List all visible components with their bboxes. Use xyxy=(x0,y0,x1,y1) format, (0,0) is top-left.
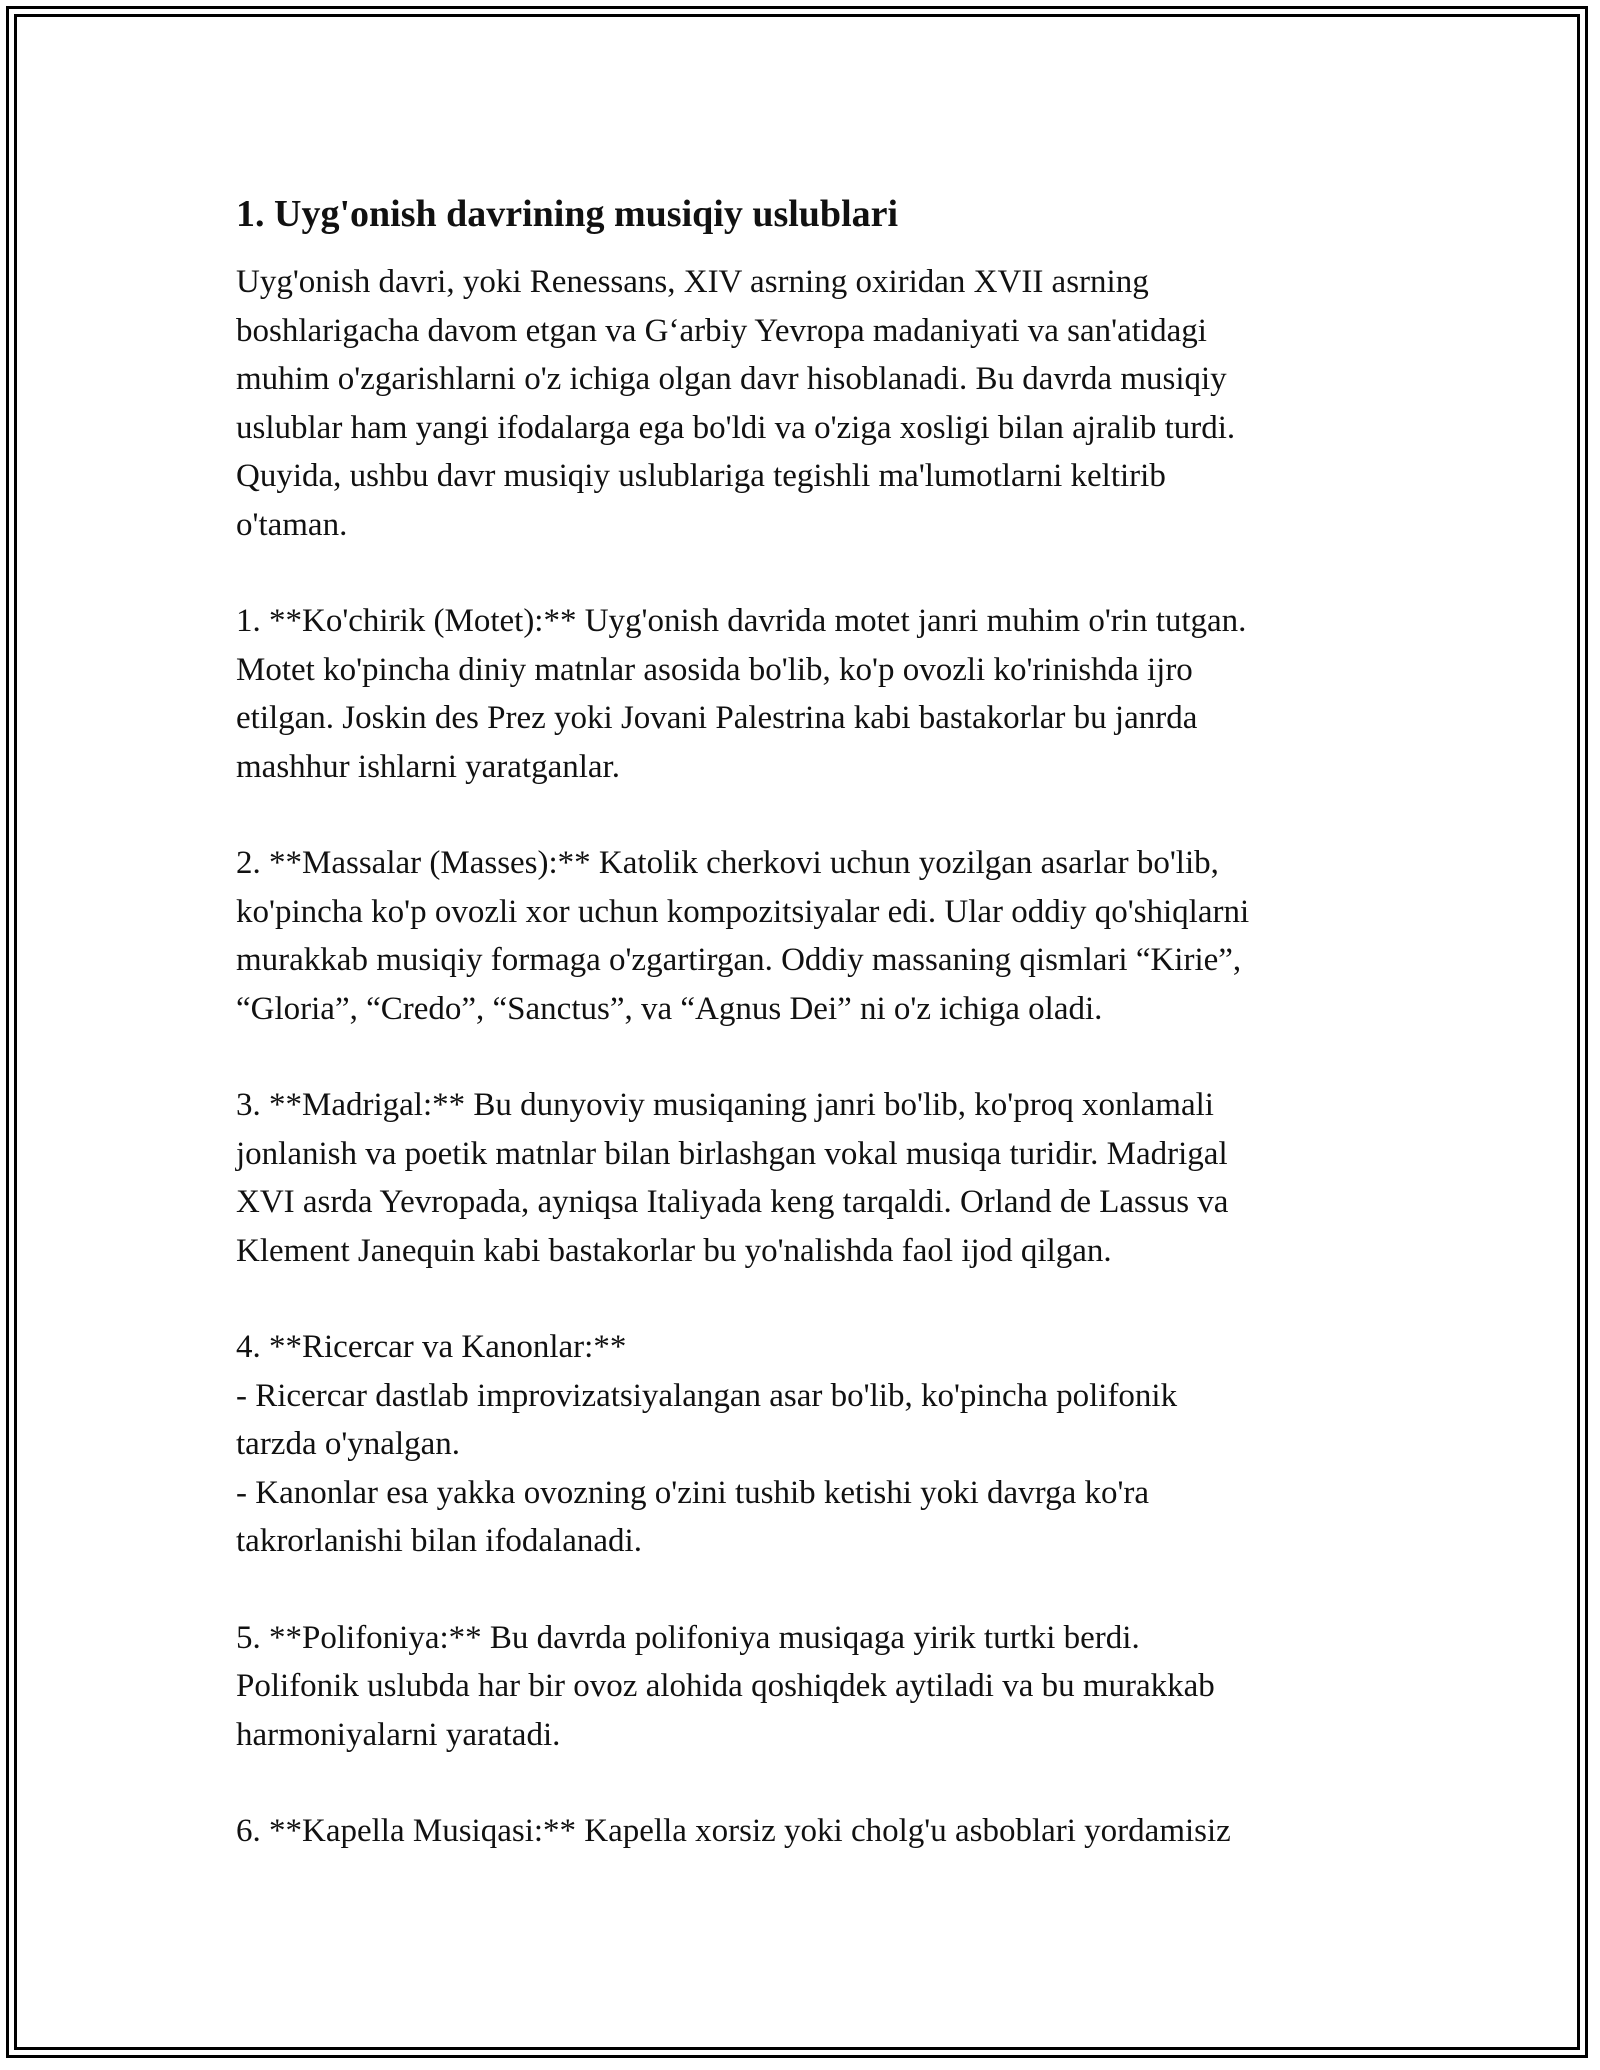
list-item-madrigal: 3. **Madrigal:** Bu dunyoviy musiqaning janri bo'lib, ko'proq xonlamali jonlanish va poetik matnlar bilan birlashgan vokal musiqa turidir. Madrigal XVI asrda Yevropada, ayniqsa Italiyada keng tarqaldi. Orland de Lassus va Klement Janequin kabi bastakorlar bu yo'nalishda faol ijod qilgan. xyxy=(236,1087,1229,1269)
list-item-motet: 1. **Ko'chirik (Motet):** Uyg'onish davrida motet janri muhim o'rin tutgan. Motet ko'pincha diniy matnlar asosida bo'lib, ko'p ovozli ko'rinishda ijro etilgan. Joskin des Prez yoki Jovani Palestrina kabi bastakorlar bu janrda mashhur ishlarni yaratganlar. xyxy=(236,603,1247,785)
list-item-polifoniya: 5. **Polifoniya:** Bu davrda polifoniya musiqaga yirik turtki berdi. Polifonik uslubda har bir ovoz alohida qoshiqdek aytiladi va bu murakkab harmoniyalarni yaratadi. xyxy=(236,1619,1215,1753)
document-heading: 1. Uyg'onish davrining musiqiy uslublari xyxy=(236,193,899,235)
intro-paragraph: Uyg'onish davri, yoki Renessans, XIV asrning oxiridan XVII asrning boshlarigacha davom etgan va G‘arbiy Yevropa madaniyati va san'atidagi muhim o'zgarishlarni o'z ichiga olgan davr hisoblanadi. Bu davrda musiqiy uslublar ham yangi ifodalarga ega bo'ldi va o'ziga xosligi bilan ajralib turdi. Quyida, ushbu davr musiqiy uslublariga tegishli ma'lumotlarni keltirib o'taman. xyxy=(236,264,1236,543)
list-item-kapella: 6. **Kapella Musiqasi:** Kapella xorsiz yoki cholg'u asboblari yordamisiz xyxy=(236,1813,1231,1849)
list-item-masses: 2. **Massalar (Masses):** Katolik cherkovi uchun yozilgan asarlar bo'lib, ko'pincha ko'p ovozli xor uchun kompozitsiyalar edi. Ular oddiy qo'shiqlarni murakkab musiqiy formaga o'zgartirgan. Oddiy massaning qismlari “Kirie”, “Gloria”, “Credo”, “Sanctus”, va “Agnus Dei” ni o'z ichiga oladi. xyxy=(236,845,1250,1027)
document-body xyxy=(236,186,1376,1856)
list-item-ricercar-kanonlar: 4. **Ricercar va Kanonlar:** - Ricercar dastlab improvizatsiyalangan asar bo'lib, ko'pincha polifonik tarzda o'ynalgan. - Kanonlar esa yakka ovozning o'zini tushib ketishi yoki davrga ko'ra takrorlanishi bilan ifodalanadi. xyxy=(236,1329,1178,1559)
